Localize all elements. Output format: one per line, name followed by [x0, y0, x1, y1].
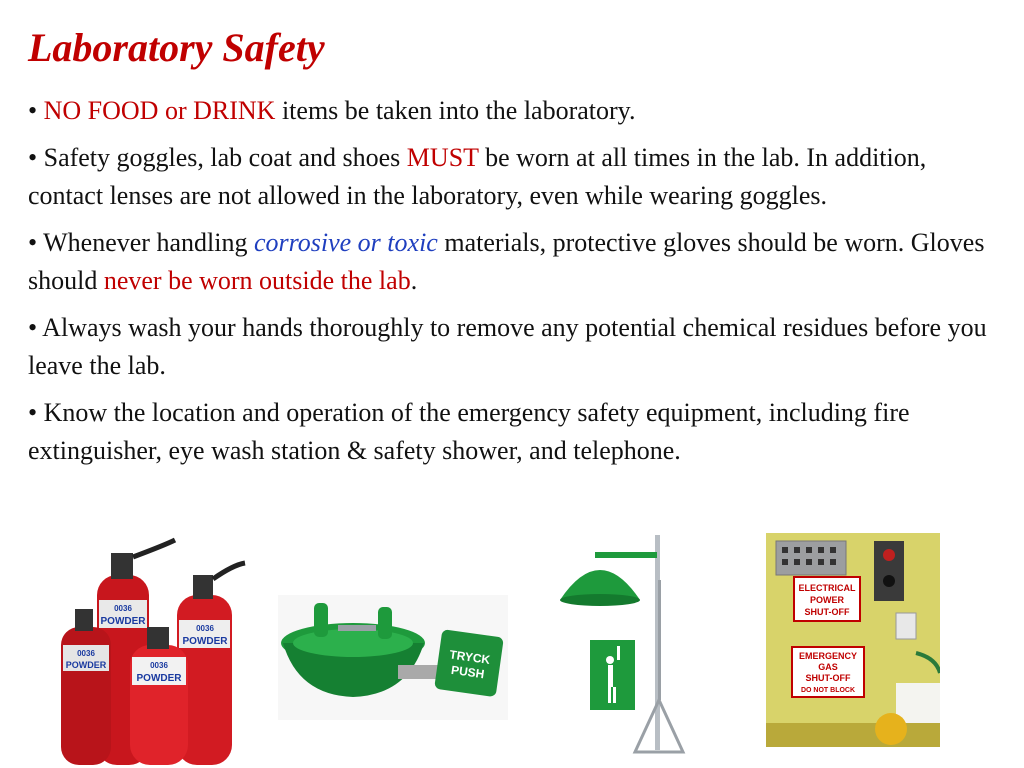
bullet-wash-hands: • Always wash your hands thoroughly to remove any potential chemical residues before you leave the lab. — [28, 313, 987, 380]
bullet-gloves — [28, 224, 1003, 300]
panel-sign1-text-2: POWER — [809, 595, 845, 605]
must-emphasis: MUST — [406, 143, 479, 172]
extinguisher-label: POWDER — [136, 673, 182, 684]
bullet-text: . — [410, 266, 418, 295]
corrosive-emphasis: corrosive or toxic — [253, 228, 438, 257]
emergency-panel-image — [766, 533, 940, 747]
safety-shower-image — [555, 530, 690, 760]
extinguisher-label: POWDER — [100, 616, 146, 627]
bullet-text: • Whenever handling — [28, 228, 254, 257]
extinguisher-code: 0036 — [114, 604, 132, 613]
bullet-emergency-equipment: • Know the location and operation of the emergency safety equipment, including fire extinguisher, eye wash station & safety shower, and telephone. — [28, 398, 910, 465]
panel-sign1-text-3: SHUT-OFF — [804, 607, 850, 617]
extinguisher-code: 0036 — [196, 624, 214, 633]
gloves-emphasis: never be worn outside the lab — [103, 266, 411, 295]
eyewash-sign-text-1: TRYCK — [448, 647, 492, 667]
eyewash-sign-text-2: PUSH — [450, 662, 486, 682]
eye-wash-station-image — [278, 595, 508, 720]
extinguisher-label: POWDER — [65, 660, 107, 670]
bullet-text: materials, protective gloves should be worn. Gloves should — [28, 228, 985, 295]
panel-sign2-text-4: DO NOT BLOCK — [800, 687, 856, 694]
fire-extinguisher-image — [55, 535, 250, 767]
bullet-mark: • — [28, 96, 44, 125]
bullet-text: be worn at all times in the lab. In addition, contact lenses are not allowed in the laboratory, even while wearing goggles. — [28, 143, 927, 210]
extinguisher-code: 0036 — [77, 649, 95, 658]
no-food-emphasis: NO FOOD or DRINK — [43, 96, 276, 125]
bullet-no-food — [28, 92, 1003, 130]
panel-sign2-text-1: EMERGENCY — [798, 651, 858, 661]
bullet-goggles — [28, 139, 1003, 215]
extinguisher-code: 0036 — [150, 661, 168, 670]
panel-sign2-text-3: SHUT-OFF — [805, 673, 851, 683]
panel-sign1-text-1: ELECTRICAL — [798, 583, 856, 593]
bullet-text: items be taken into the laboratory. — [275, 96, 636, 125]
slide-title: Laboratory Safety — [28, 25, 325, 70]
panel-sign2-text-2: GAS — [818, 662, 838, 672]
bullet-list — [28, 92, 1003, 479]
bullet-text: • Safety goggles, lab coat and shoes — [28, 143, 407, 172]
extinguisher-label: POWDER — [182, 636, 228, 647]
